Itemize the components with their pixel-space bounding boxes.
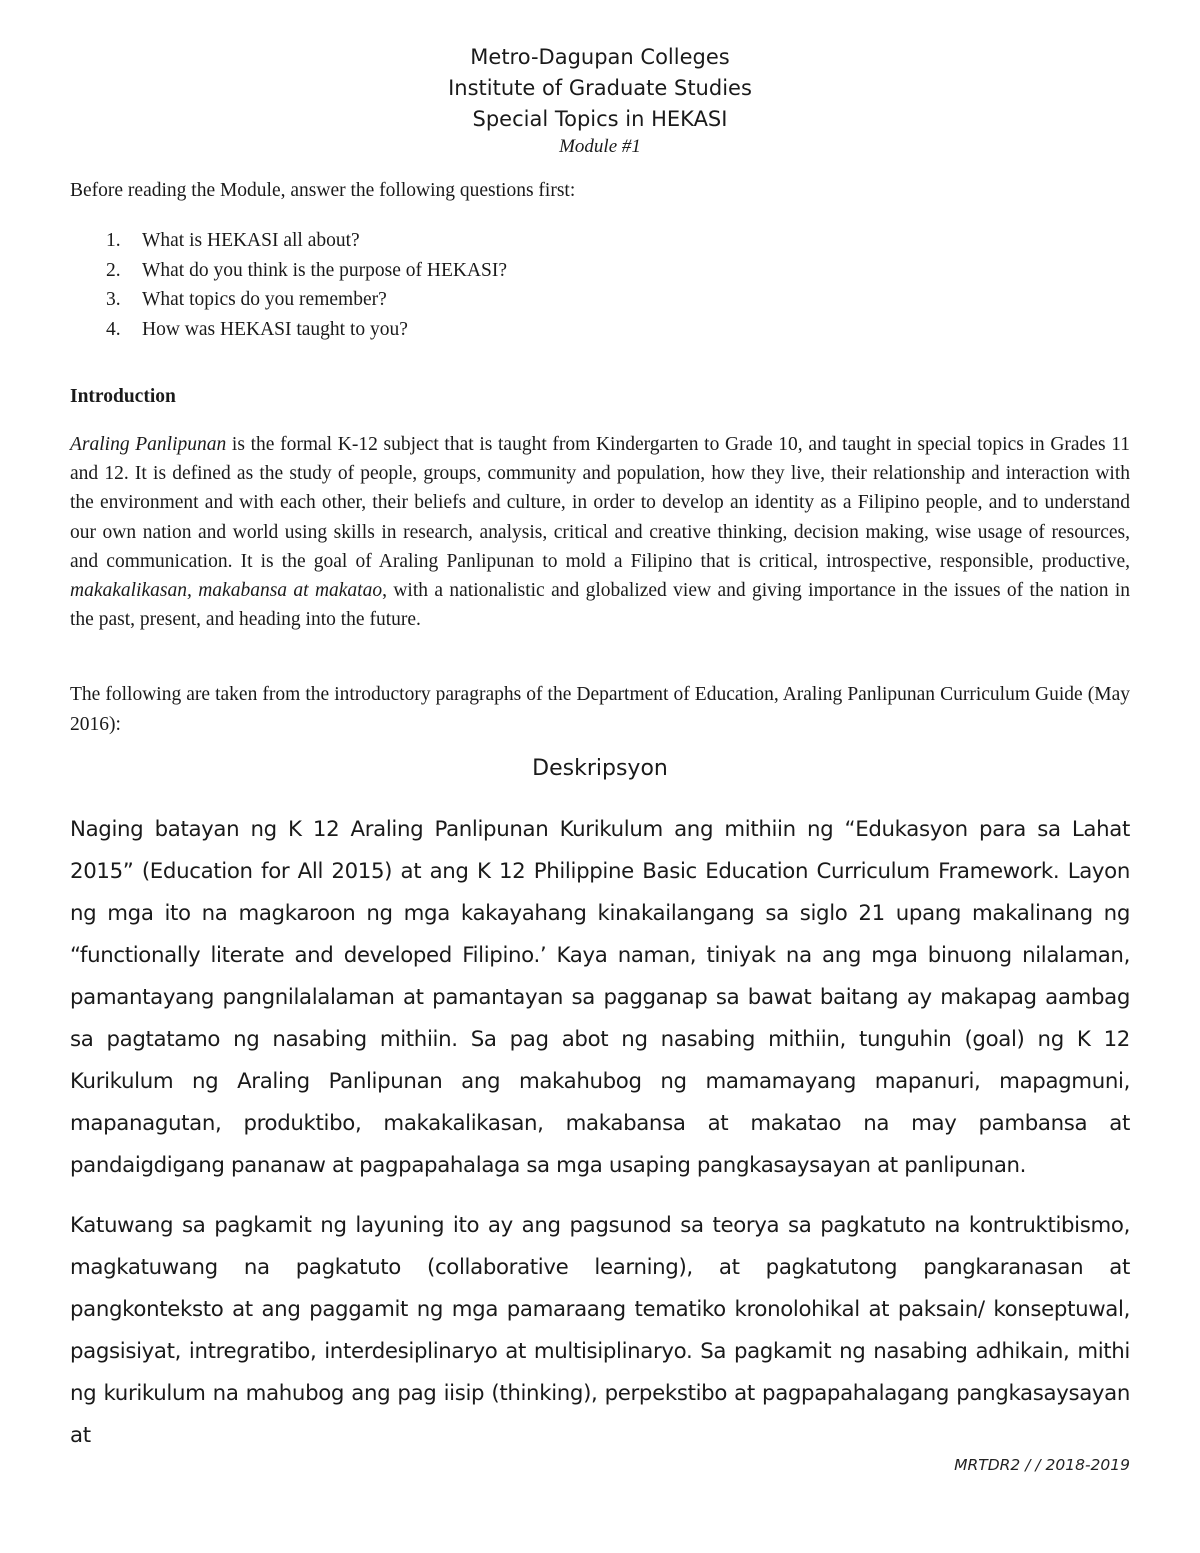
source-paragraph: The following are taken from the introductory paragraphs of the Department of Education, Araling Panlipunan Curriculum Guide (May 2016): (70, 684, 1130, 735)
list-number: 3. (106, 289, 121, 310)
paragraph-text: is the formal K-12 subject that is taught from Kindergarten to Grade 10, and taught in special topics in Grades 11 and 12. It is defined as the study of people, groups, community and population, how they live, their relationship and interaction with the environment and with each other, their beliefs and culture, in order to develop an identity as a Filipino people, and to understand our own nation and world using skills in research, analysis, critical and creative thinking, decision making, wise usage of resources, and communication. It is the goal of Araling Panlipunan to mold a Filipino that is critical, introspective, responsible, productive, (70, 434, 1131, 572)
list-item (106, 315, 507, 345)
course-title: Special Topics in HEKASI (472, 107, 728, 131)
list-number: 1. (106, 230, 121, 251)
section-heading-introduction: Introduction (70, 386, 176, 407)
list-item (106, 226, 507, 256)
institute-name: Institute of Graduate Studies (448, 76, 752, 100)
list-item (106, 285, 507, 315)
question-text: How was HEKASI taught to you? (142, 318, 408, 340)
institution-name: Metro-Dagupan Colleges (470, 45, 730, 69)
pre-reading-prompt: Before reading the Module, answer the following questions first: (70, 180, 576, 201)
document-header (70, 42, 1130, 159)
module-label: Module #1 (559, 136, 641, 157)
list-item (106, 256, 508, 286)
question-text: What topics do you remember? (142, 289, 387, 310)
italic-term: Araling Panlipunan (70, 434, 227, 455)
page-footer: MRTDR2 / / 2018-2019 (954, 1456, 1130, 1474)
introduction-paragraph (70, 430, 1130, 634)
deskripsyon-paragraph: Katuwang sa pagkamit ng layuning ito ay ang pagsunod sa teorya sa pagkatuto na kontruktibismo, magkatuwang na pagkatuto (collaborative learning), at pagkatutong pangkaranasan at pangkonteksto at ang paggamit ng mga pamaraang tematiko kronolohikal at paksain/ konseptuwal, pagsisiyat, intregratibo, interdesiplinaryo at multisiplinaryo. Sa pagkamit ng nasabing adhikain, mithi ng kurikulum na mahubog ang pag iisip (thinking), perpekstibo at pagpapahalagang pangkasaysayan at (70, 1213, 1130, 1448)
list-number: 4. (106, 318, 121, 340)
section-heading-deskripsyon: Deskripsyon (532, 756, 668, 781)
list-number: 2. (106, 259, 121, 281)
question-text: What do you think is the purpose of HEKASI? (142, 259, 508, 281)
question-list (70, 226, 507, 344)
deskripsyon-paragraph: Naging batayan ng K 12 Araling Panlipunan Kurikulum ang mithiin ng “Edukasyon para sa Lahat 2015” (Education for All 2015) at ang K 12 Philippine Basic Education Curriculum Framework. Layon ng mga ito na magkaroon ng mga kakayahang kinakailangang sa siglo 21 upang makalinang ng “functionally literate and developed Filipino.’ Kaya naman, tiniyak na ang mga binuong nilalaman, pamantayang pangnilalalaman at pamantayan sa pagganap sa bawat baitang ay makapag aambag sa pagtatamo ng nasabing mithiin. Sa pag abot ng nasabing mithiin, tunguhin (goal) ng K 12 Kurikulum ng Araling Panlipunan ang makahubog ng mamamayang mapanuri, mapagmuni, mapanagutan, produktibo, makakalikasan, makabansa at makatao na may pambansa at pandaigdigang pananaw at pagpapahalaga sa mga usaping pangkasaysayan at panlipunan. (70, 817, 1130, 1178)
paragraph-text: , with a nationalistic and globalized view and giving importance in the issues of the nation in the past, present, and heading into the future. (70, 580, 1130, 631)
question-text: What is HEKASI all about? (142, 230, 360, 251)
italic-term: makakalikasan, makabansa at makatao (70, 580, 383, 602)
